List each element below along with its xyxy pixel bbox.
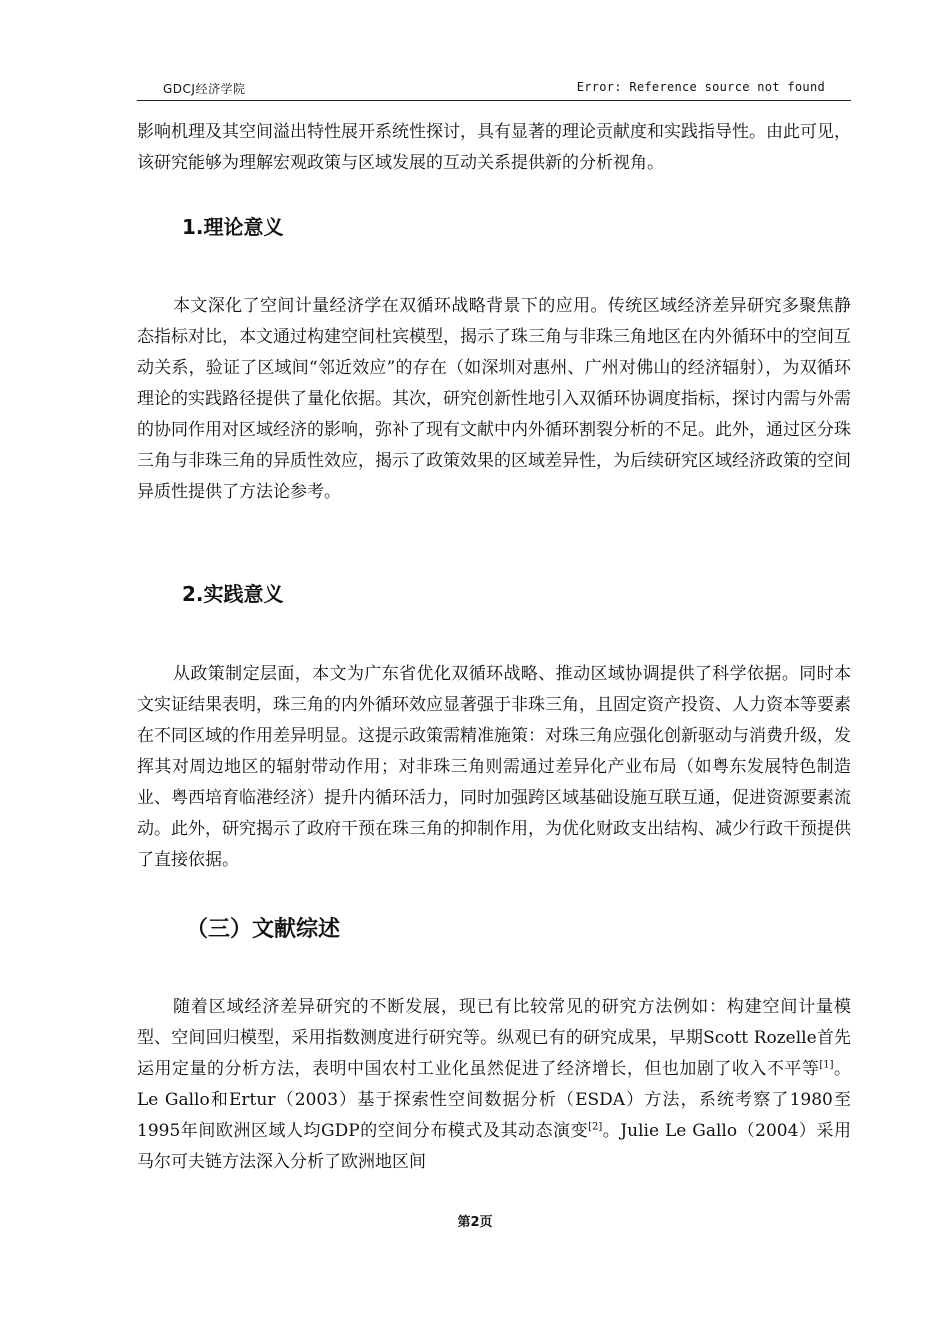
practice-paragraph: 从政策制定层面，本文为广东省优化双循环战略、推动区域协调提供了科学依据。同时本文实证结果表明，珠三角的内外循环效应显著强于非珠三角，且固定资产投资、人力资本等要素在不同区域的作用差异明显。这提示政策需精准施策：对珠三角应强化创新驱动与消费升级，发挥其对周边地区的辐射带动作用；对非珠三角则需通过差异化产业布局（如粤东发展特色制造业、粤西培育临港经济）提升内循环活力，同时加强跨区域基础设施互联互通，促进资源要素流动。此外，研究揭示了政府干预在珠三角的抑制作用，为优化财政支出结构、减少行政干预提供了直接依据。 <box>137 664 851 870</box>
theory-paragraph: 本文深化了空间计量经济学在双循环战略背景下的应用。传统区域经济差异研究多聚焦静态指标对比，本文通过构建空间杜宾模型，揭示了珠三角与非珠三角地区在内外循环中的空间互动关系，验证了区域间“邻近效应”的存在（如深圳对惠州、广州对佛山的经济辐射），为双循环理论的实践路径提供了量化依据。其次，研究创新性地引入双循环协调度指标，探讨内需与外需的协同作用对区域经济的影响，弥补了现有文献中内外循环割裂分析的不足。此外，通过区分珠三角与非珠三角的异质性效应，揭示了政策效果的区域差异性，为后续研究区域经济政策的空间异质性提供了方法论参考。 <box>137 296 851 502</box>
intro-paragraph: 影响机理及其空间溢出特性展开系统性探讨，具有显著的理论贡献度和实践指导性。由此可见，该研究能够为理解宏观政策与区域发展的互动关系提供新的分析视角。 <box>137 122 851 173</box>
header-institution: GDCJ经济学院 <box>163 82 246 96</box>
heading-literature-review: （三）文献综述 <box>186 917 341 942</box>
review-text-part2: 。Le Gallo和Ertur（2003）基于探索性空间数据分析（ESDA）方法，系统考察了1980至1995年间欧洲区域人均GDP的空间分布模式及其动态演变 <box>137 1059 852 1141</box>
page-number: 第2页 <box>457 1215 493 1230</box>
citation-ref-1[interactable]: [1] <box>819 1059 834 1071</box>
page-header <box>137 78 851 101</box>
header-reference-error: Error: Reference source not found <box>576 80 825 94</box>
review-text-part1: 随着区域经济差异研究的不断发展，现已有比较常见的研究方法例如：构建空间计量模型、空间回归模型，采用指数测度进行研究等。纵观已有的研究成果，早期Scott Rozelle首先运用定量的分析方法，表明中国农村工业化虽然促进了经济增长，但也加剧了收入不平等 <box>137 997 851 1079</box>
review-paragraph <box>137 992 851 1178</box>
review-text-part3: 。Julie Le Gallo（2004）采用马尔可夫链方法深入分析了欧洲地区间 <box>137 1121 851 1172</box>
heading-practice-significance: 2.实践意义 <box>182 582 284 606</box>
heading-theory-significance: 1.理论意义 <box>182 215 284 239</box>
citation-ref-2[interactable]: [2] <box>588 1121 603 1133</box>
